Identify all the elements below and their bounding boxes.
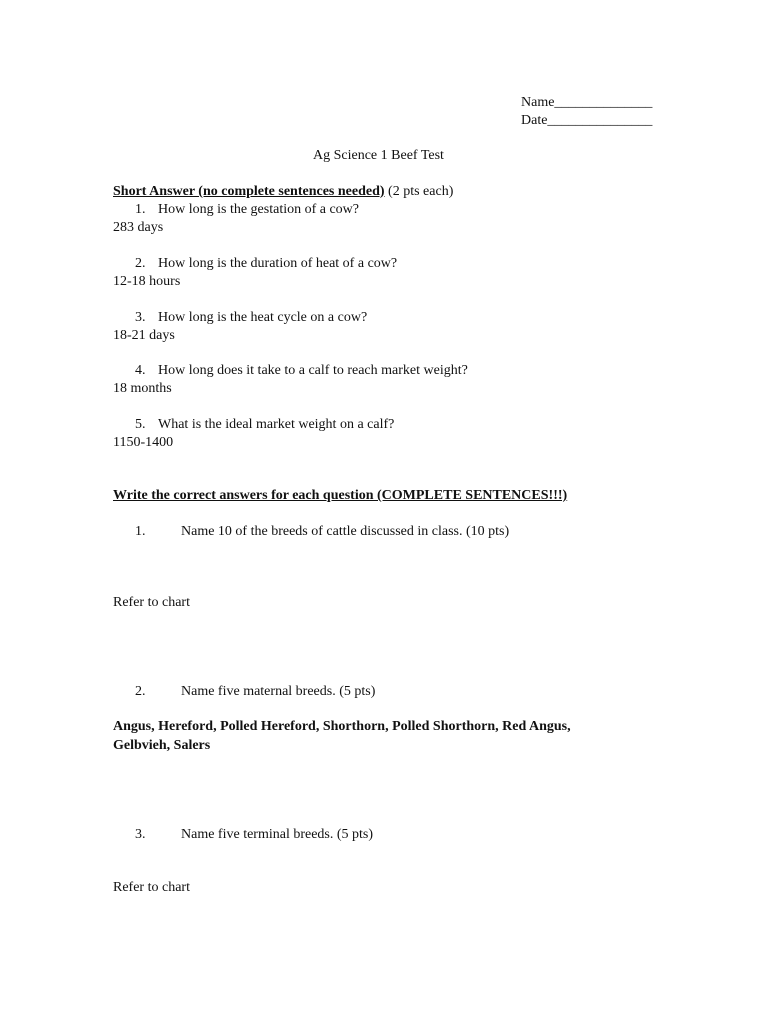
- question-number-4: 4.: [135, 363, 146, 378]
- written-answer-2-line-2: Gelbvieh, Salers: [113, 738, 211, 753]
- answer-5: 1150-1400: [113, 435, 174, 450]
- written-question-2: Name five maternal breeds. (5 pts): [181, 684, 376, 699]
- date-field-line: Date_______________: [521, 113, 653, 128]
- question-5: What is the ideal market weight on a calf?: [158, 417, 395, 432]
- written-question-number-1: 1.: [135, 524, 146, 539]
- written-answer-2-line-1: Angus, Hereford, Polled Hereford, Shorthorn, Polled Shorthorn, Red Angus,: [113, 719, 571, 734]
- answer-4: 18 months: [113, 381, 172, 396]
- question-number-1: 1.: [135, 202, 146, 217]
- question-1: How long is the gestation of a cow?: [158, 202, 360, 217]
- short-answer-points-note: (2 pts each): [384, 184, 454, 199]
- written-question-number-2: 2.: [135, 684, 146, 699]
- question-2: How long is the duration of heat of a cow?: [158, 256, 398, 271]
- short-answer-heading: [113, 183, 453, 201]
- question-number-2: 2.: [135, 256, 146, 271]
- written-answer-3: Refer to chart: [113, 880, 190, 895]
- written-answer-1: Refer to chart: [113, 595, 190, 610]
- written-question-3: Name five terminal breeds. (5 pts): [181, 827, 374, 842]
- short-answer-heading-text: Short Answer (no complete sentences needed): [113, 184, 385, 199]
- question-number-3: 3.: [135, 310, 146, 325]
- answer-3: 18-21 days: [113, 328, 175, 343]
- question-3: How long is the heat cycle on a cow?: [158, 310, 368, 325]
- page-title: Ag Science 1 Beef Test: [313, 148, 444, 163]
- question-4: How long does it take to a calf to reach market weight?: [158, 363, 468, 378]
- written-section-heading: Write the correct answers for each question (COMPLETE SENTENCES!!!): [113, 488, 568, 503]
- answer-1: 283 days: [113, 220, 164, 235]
- answer-2: 12-18 hours: [113, 274, 181, 289]
- written-question-number-3: 3.: [135, 827, 146, 842]
- question-number-5: 5.: [135, 417, 146, 432]
- name-field-line: Name______________: [521, 95, 653, 110]
- written-question-1: Name 10 of the breeds of cattle discussed in class. (10 pts): [181, 524, 510, 539]
